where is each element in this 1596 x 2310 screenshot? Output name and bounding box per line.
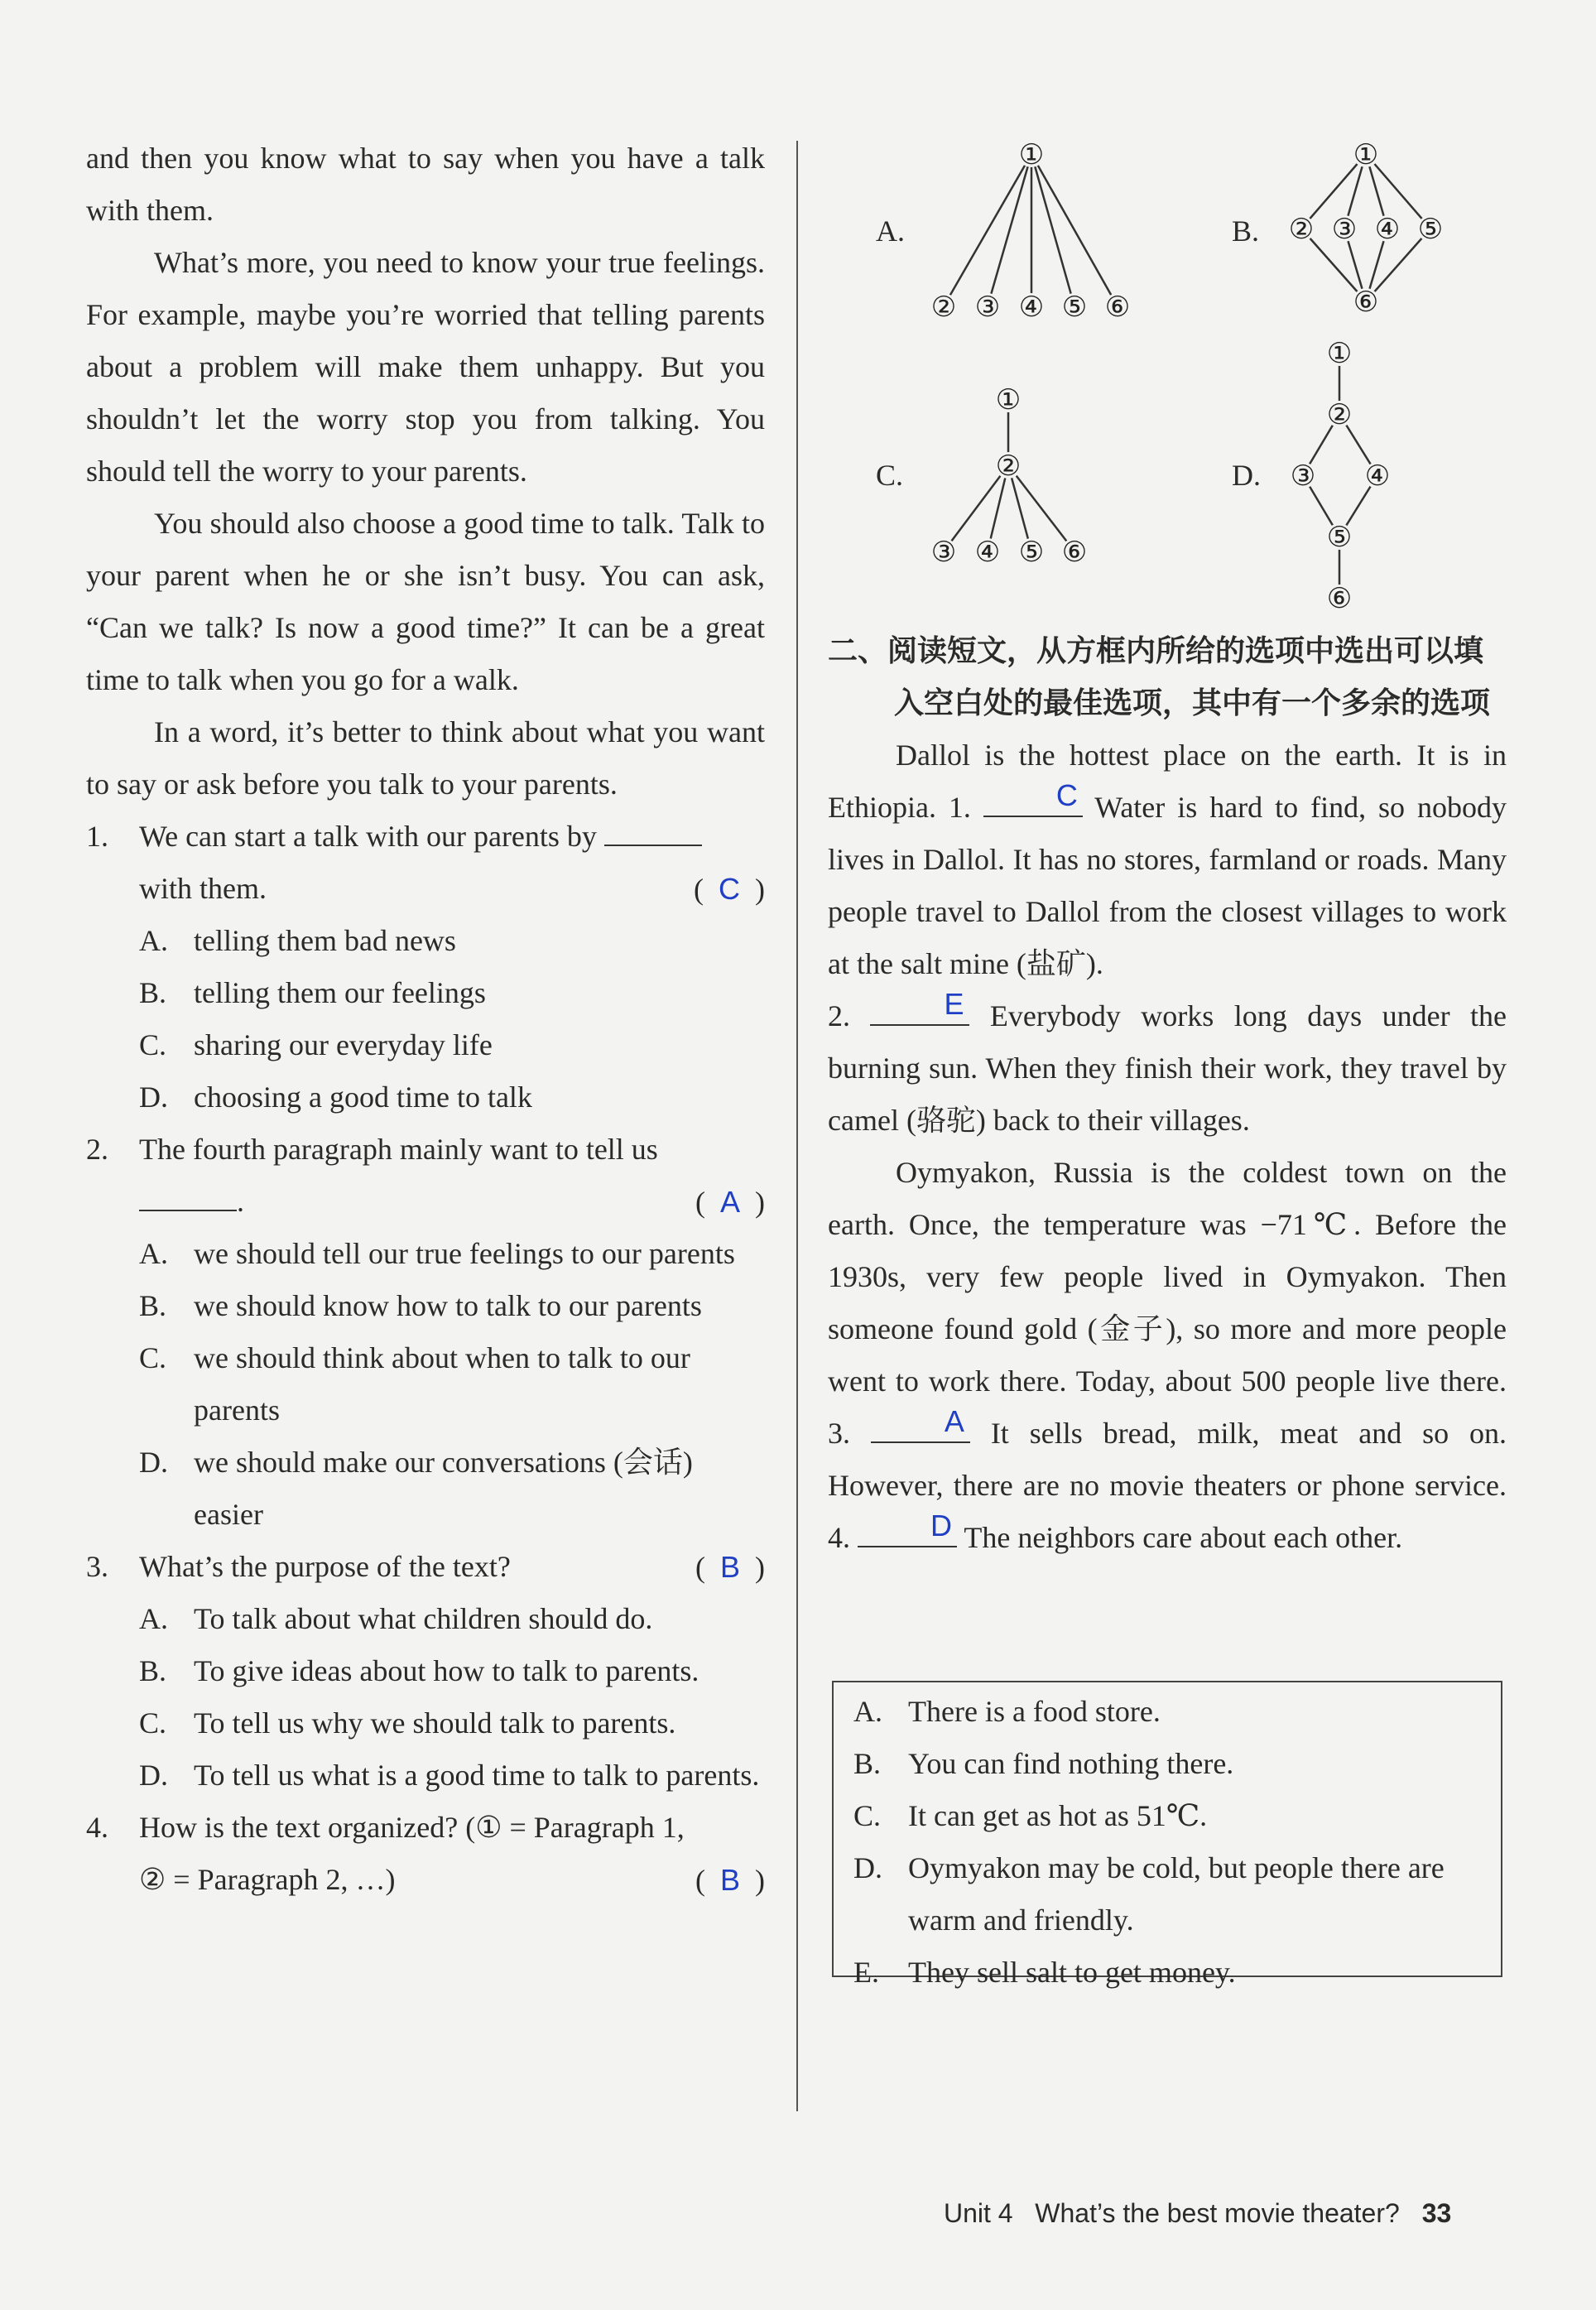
q2-option-b: B. we should know how to talk to our parents (139, 1289, 702, 1322)
diagram-node: ② (1326, 398, 1353, 431)
diagram-node: ⑥ (1061, 536, 1088, 569)
box-option-e: E. They sell salt to get money. (853, 1956, 1236, 1989)
passage-paragraph-2: Oymyakon, Russia is the coldest town on the earth. Once, the temperature was −71℃. Before the 1930s, very few people lived in Oymyakon. Then someone found gold (金子), so more and more people went to work there. Today, about 500 people live there. 3. A It sells bread, milk, meat and so on. However, there are no movie theaters or phone service. 4. D The neighbors care about each other. (828, 1156, 1507, 1554)
question-2-answer: ( A ) (695, 1185, 765, 1219)
blank-4: D (858, 1521, 957, 1547)
page-footer (944, 2198, 1451, 2229)
blank-2: E (870, 999, 969, 1026)
question-3: 3. What’s the purpose of the text? ( B ) (86, 1541, 765, 1593)
diagram-label-a: A. (876, 214, 905, 248)
question-4: 4. How is the text organized? (① = Paragraph 1, ② = Paragraph 2, …) ( B ) (86, 1802, 765, 1906)
q3-option-d: D. To tell us what is a good time to talk to parents. (139, 1759, 760, 1792)
box-option-a: A. There is a food store. (853, 1695, 1161, 1728)
question-1-blank (604, 820, 702, 846)
question-1-answer: ( C ) (694, 872, 765, 906)
diagram-node: ⑤ (1018, 536, 1045, 569)
blank-3: A (871, 1417, 970, 1443)
diagram-node: ① (1353, 138, 1379, 171)
question-1: 1. We can start a talk with our parents by with them. ( C ) (86, 811, 765, 915)
q1-option-b: B. telling them our feelings (139, 976, 486, 1009)
box-option-d: D. Oymyakon may be cold, but people there are warm and friendly. (853, 1851, 1445, 1937)
question-3-answer: ( B ) (695, 1550, 765, 1584)
diagram-node: ② (995, 450, 1022, 483)
q1-option-c: C. sharing our everyday life (139, 1028, 493, 1061)
diagram-node: ② (1288, 213, 1315, 246)
question-4-answer: ( B ) (695, 1863, 765, 1897)
diagram-node: ① (995, 383, 1022, 416)
diagram-node: ③ (1331, 213, 1358, 246)
passage-paragraph-1: Dallol is the hottest place on the earth. It is in Ethiopia. 1. C Water is hard to find, so nobody lives in Dallol. It has no stores, farmland or roads. Many people travel to Dallol from the closest villages to work at the salt mine (盐矿). 2. E Everybody works long days under the burning sun. When they finish their work, they travel by camel (骆驼) back to their villages. (828, 739, 1507, 1137)
box-option-b: B. You can find nothing there. (853, 1747, 1234, 1780)
q1-option-a: A. telling them bad news (139, 924, 456, 957)
q2-option-d: D. we should make our conversations (会话) easier (139, 1446, 693, 1531)
diagram-svg (0, 0, 1596, 629)
diagram-node: ⑤ (1061, 291, 1088, 324)
diagram-node: ④ (1364, 460, 1391, 493)
diagram-node: ① (1018, 138, 1045, 171)
box-option-c: C. It can get as hot as 51℃. (853, 1799, 1208, 1832)
diagram-node: ③ (1290, 460, 1316, 493)
diagram-node: ① (1326, 337, 1353, 370)
q2-option-c: C. we should think about when to talk to our parents (139, 1341, 690, 1427)
q1-option-d: D. choosing a good time to talk (139, 1080, 532, 1114)
diagram-lines (944, 154, 1430, 598)
diagram-node: ② (930, 291, 957, 324)
question-3-text: What’s the purpose of the text? (139, 1550, 511, 1583)
footer-title: What’s the best movie theater? (1035, 2198, 1400, 2228)
question-4-text: How is the text organized? (① = Paragraph 1, (139, 1811, 685, 1844)
question-2-text: The fourth paragraph mainly want to tell us (139, 1133, 658, 1166)
question-2-blank (139, 1185, 237, 1211)
diagram-node: ④ (1018, 291, 1045, 324)
q3-option-c: C. To tell us why we should talk to parents. (139, 1706, 676, 1740)
diagram-label-b: B. (1232, 214, 1260, 248)
right-column (828, 625, 1507, 1564)
page-number: 33 (1421, 2198, 1452, 2228)
blank-1: C (983, 791, 1083, 817)
diagram-node: ⑤ (1326, 521, 1353, 554)
footer-unit: Unit 4 (944, 2198, 1013, 2228)
paragraph-3: You should also choose a good time to talk. Talk to your parent when he or she isn’t busy. You can ask, “Can we talk? Is now a good time?” It can be a great time to talk when you go for a walk. (86, 507, 765, 696)
diagram-node: ④ (974, 536, 1001, 569)
question-1-text: We can start a talk with our parents by (139, 820, 597, 853)
paragraph-2: What’s more, you need to know your true feelings. For example, maybe you’re worried that telling parents about a problem will make them unhappy. But you shouldn’t let the worry stop you from talking. You should tell the worry to your parents. (86, 246, 765, 488)
diagram-nodes (930, 138, 1444, 615)
diagram-node: ⑤ (1417, 213, 1444, 246)
paragraph-4: In a word, it’s better to think about what you want to say or ask before you talk to your parents. (86, 715, 765, 801)
question-2: 2. The fourth paragraph mainly want to tell us . ( A ) (86, 1124, 765, 1228)
diagram-node: ③ (930, 536, 957, 569)
q2-option-a: A. we should tell our true feelings to our parents (139, 1237, 735, 1270)
diagram-node: ⑥ (1326, 582, 1353, 615)
section-heading: 二、阅读短文，从方框内所给的选项中选出可以填入空白处的最佳选项，其中有一个多余的选项 (828, 634, 1491, 720)
diagram-node: ④ (1374, 213, 1401, 246)
diagram-node: ⑥ (1104, 291, 1131, 324)
q3-option-b: B. To give ideas about how to talk to parents. (139, 1654, 699, 1687)
diagram-label-c: C. (876, 459, 904, 492)
paragraph-1: and then you know what to say when you have a talk with them. (86, 142, 765, 227)
options-box (832, 1681, 1502, 1989)
diagram-label-d: D. (1232, 459, 1261, 492)
diagram-node: ③ (974, 291, 1001, 324)
diagram-node: ⑥ (1353, 286, 1379, 319)
q3-option-a: A. To talk about what children should do. (139, 1602, 653, 1635)
